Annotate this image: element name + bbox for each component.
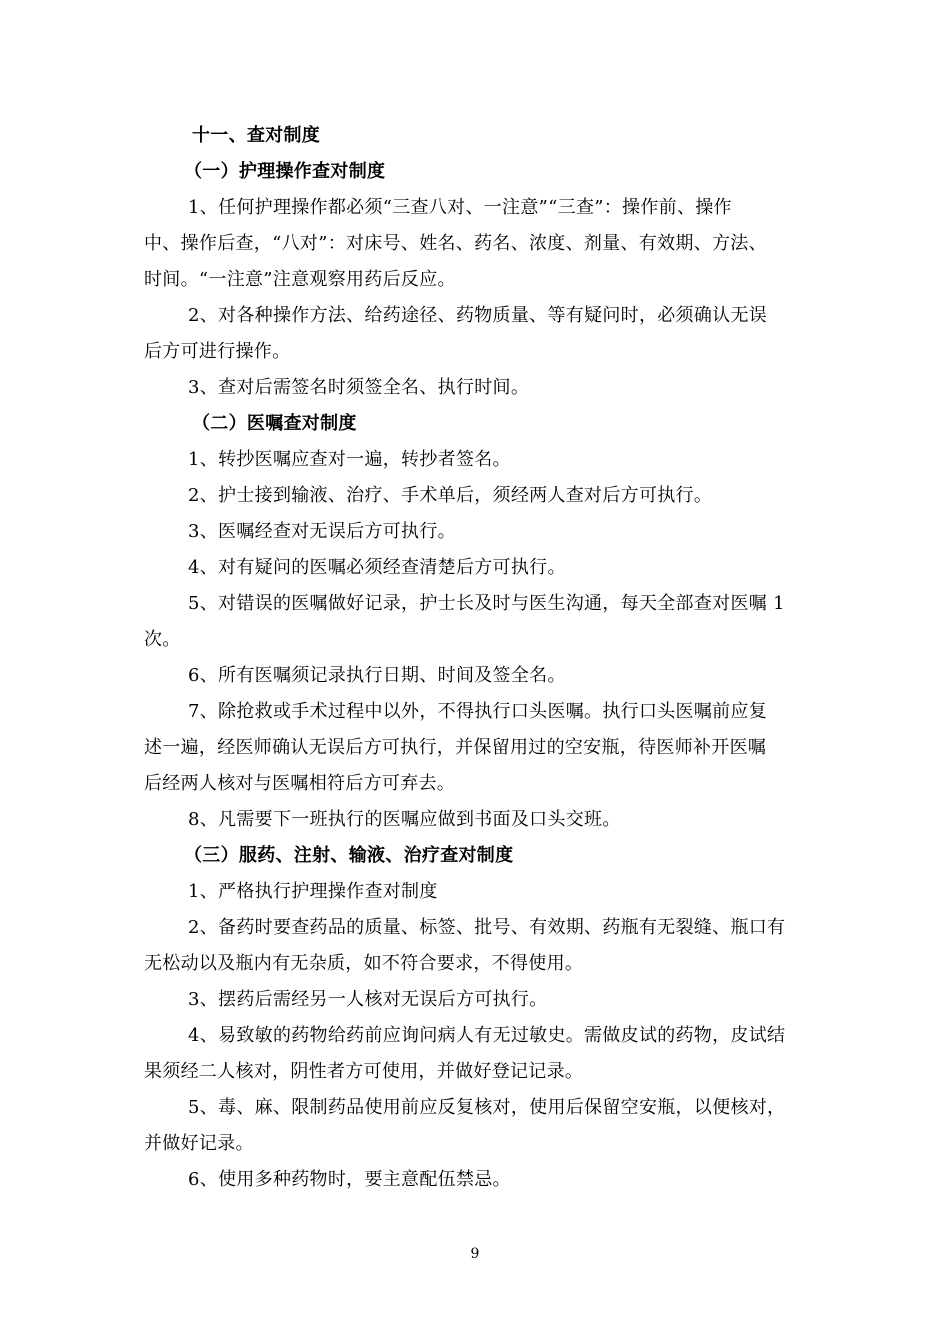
section-heading-3: （三）服药、注射、输液、治疗查对制度 [184,845,514,866]
paragraph-line: 无松动以及瓶内有无杂质，如不符合要求，不得使用。 [144,953,584,974]
paragraph-line: 3、医嘱经查对无误后方可执行。 [188,521,456,542]
paragraph-line: 4、易致敏的药物给药前应询问病人有无过敏史。需做皮试的药物，皮试结 [188,1025,786,1046]
paragraph-line: 并做好记录。 [144,1133,254,1154]
paragraph-line: 5、毒、麻、限制药品使用前应反复核对，使用后保留空安瓶，以便核对， [188,1097,786,1118]
paragraph-line: 次。 [144,629,181,650]
page-number: 9 [470,1246,480,1262]
paragraph-line: 7、除抢救或手术过程中以外，不得执行口头医嘱。执行口头医嘱前应复 [188,701,768,722]
paragraph-line: 6、使用多种药物时，要主意配伍禁忌。 [188,1169,511,1190]
paragraph-line: 2、备药时要查药品的质量、标签、批号、有效期、药瓶有无裂缝、瓶口有 [188,917,786,938]
paragraph-line: 5、对错误的医嘱做好记录，护士长及时与医生沟通，每天全部查对医嘱 1 [188,593,785,614]
paragraph-line: 3、查对后需签名时须签全名、执行时间。 [188,377,530,398]
paragraph-line: 时间。“一注意”注意观察用药后反应。 [144,269,456,290]
paragraph-line: 6、所有医嘱须记录执行日期、时间及签全名。 [188,665,566,686]
paragraph-line: 1、转抄医嘱应查对一遍，转抄者签名。 [188,449,511,470]
document-title: 十一、查对制度 [192,125,321,146]
paragraph-line: 4、对有疑问的医嘱必须经查清楚后方可执行。 [188,557,566,578]
paragraph-line: 8、凡需要下一班执行的医嘱应做到书面及口头交班。 [188,809,621,830]
paragraph-line: 后方可进行操作。 [144,341,291,362]
paragraph-line: 中、操作后查，“八对”：对床号、姓名、药名、浓度、剂量、有效期、方法、 [144,233,767,254]
paragraph-line: 2、护士接到输液、治疗、手术单后，须经两人查对后方可执行。 [188,485,713,506]
paragraph-line: 果须经二人核对，阴性者方可使用，并做好登记记录。 [144,1061,584,1082]
section-heading-2: （二）医嘱查对制度 [192,413,357,434]
paragraph-line: 后经两人核对与医嘱相符后方可弃去。 [144,773,456,794]
paragraph-line: 2、对各种操作方法、给药途径、药物质量、等有疑问时，必须确认无误 [188,305,768,326]
paragraph-line: 1、严格执行护理操作查对制度 [188,881,438,902]
document-body [144,118,824,1198]
paragraph-line: 述一遍，经医师确认无误后方可执行，并保留用过的空安瓶，待医师补开医嘱 [144,737,767,758]
paragraph-line: 1、任何护理操作都必须“三查八对、一注意”“三查”：操作前、操作 [188,197,732,218]
paragraph-line: 3、摆药后需经另一人核对无误后方可执行。 [188,989,548,1010]
section-heading-1: （一）护理操作查对制度 [184,161,386,182]
